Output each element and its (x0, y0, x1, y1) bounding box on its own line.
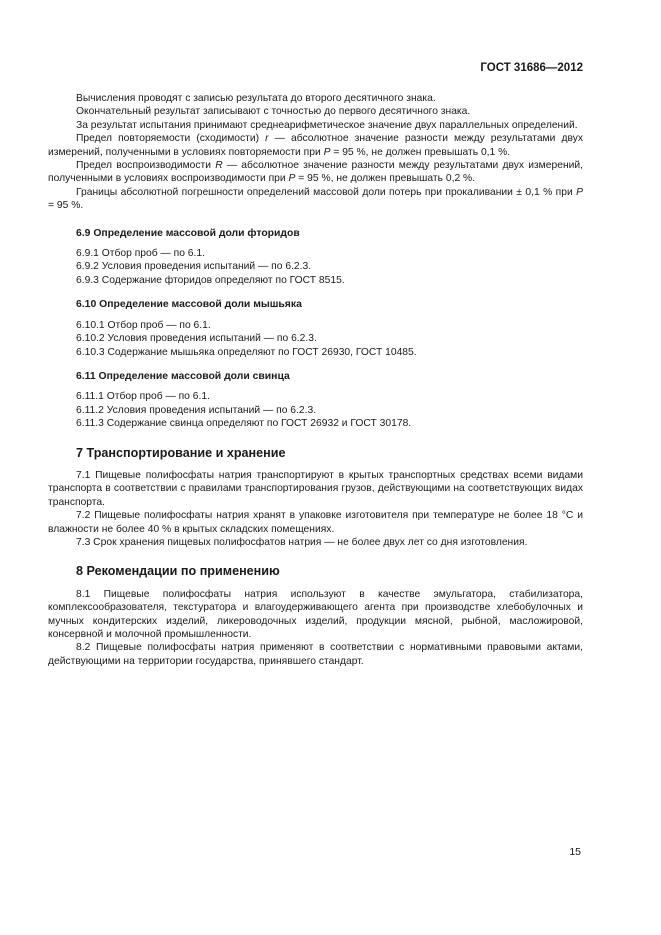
list-item: 6.9.1 Отбор проб — по 6.1. (76, 248, 205, 260)
paragraph: 8.1 Пищевые полифосфаты натрия используют в качестве эмульгатора, стабилизатора, комплексообразователя, текстуратора и влагоудерживающего агента при производстве хлебобулочных и мучных кондитерских изделий, ликероводочных изделий, продукции мясной, рыбной, масложировой, консервной и молочной промышленности. (48, 588, 583, 640)
text-run: = 95 %, не должен превышать 0,2 %. (295, 173, 476, 185)
list-item: 6.10.1 Отбор проб — по 6.1. (76, 319, 211, 331)
reproducibility-paragraph (48, 159, 583, 186)
error-bounds-paragraph (48, 186, 583, 213)
list-item: 6.10.3 Содержание мышьяка определяют по ГОСТ 26930, ГОСТ 10485. (76, 346, 417, 358)
variable-r-upper: R (215, 160, 223, 172)
text-run: — абсолютное значение разности между результатами двух измерений, полученными в условиях повторяемости при (48, 133, 583, 158)
paragraph: 8.2 Пищевые полифосфаты натрия применяют в соответствии с нормативными правовыми актами, действующими на территории государства, принявшего стандарт. (48, 642, 583, 667)
paragraph: Окончательный результат записывают с точностью до первого десятичного знака. (76, 106, 471, 118)
list-item: 6.9.2 Условия проведения испытаний — по 6.2.3. (76, 261, 312, 273)
paragraph: Вычисления проводят с записью результата до второго десятичного знака. (76, 93, 436, 104)
text-run: Предел повторяемости (сходимости) (76, 133, 266, 145)
page-number: 15 (569, 846, 581, 858)
paragraph: 7.2 Пищевые полифосфаты натрия хранят в упаковке изготовителя при температуре не более 18 °С и влажности не более 40 % в крытых складских помещениях. (48, 510, 583, 535)
standard-number: ГОСТ 31686—2012 (480, 62, 583, 74)
list-item: 6.10.2 Условия проведения испытаний — по 6.2.3. (76, 333, 317, 345)
variable-p: P (323, 146, 331, 158)
variable-r: r (265, 133, 269, 145)
text-run: Границы абсолютной погрешности определений массовой доли потерь при прокаливании ± 0,1 % при (76, 186, 577, 198)
text-run: Предел воспроизводимости (76, 160, 216, 172)
variable-p: P (288, 173, 296, 185)
section-heading-7: 7 Транспортирование и хранение (76, 445, 286, 460)
list-item: 6.11.1 Отбор проб — по 6.1. (76, 391, 210, 403)
section-heading-6-9: 6.9 Определение массовой доли фторидов (76, 227, 300, 239)
variable-p: P (576, 186, 583, 198)
list-item: 6.11.3 Содержание свинца определяют по ГОСТ 26932 и ГОСТ 30178. (76, 418, 412, 430)
text-run: = 95 %. (48, 200, 84, 212)
section-heading-8: 8 Рекомендации по применению (76, 564, 280, 579)
section-heading-6-10: 6.10 Определение массовой доли мышьяка (76, 299, 302, 311)
list-item: 6.11.2 Условия проведения испытаний — по 6.2.3. (76, 404, 317, 416)
paragraph: За результат испытания принимают среднеарифметическое значение двух параллельных определений. (76, 119, 578, 131)
page-content (48, 92, 583, 668)
list-item: 6.9.3 Содержание фторидов определяют по ГОСТ 8515. (76, 274, 345, 286)
repeatability-paragraph (48, 132, 583, 159)
section-heading-6-11: 6.11 Определение массовой доли свинца (76, 370, 290, 382)
paragraph: 7.1 Пищевые полифосфаты натрия транспортируют в крытых транспортных средствах всеми видами транспорта в соответствии с правилами транспортирования грузов, действующими на соответствующих видах транспорта. (48, 469, 583, 508)
text-run: = 95 %, не должен превышать 0,1 %. (330, 146, 511, 158)
paragraph: 7.3 Срок хранения пищевых полифосфатов натрия — не более двух лет со дня изготовления. (76, 536, 528, 548)
text-run: — абсолютное значение разности между результатами двух измерений, полученными в условиях воспроизводимости при (48, 160, 583, 185)
